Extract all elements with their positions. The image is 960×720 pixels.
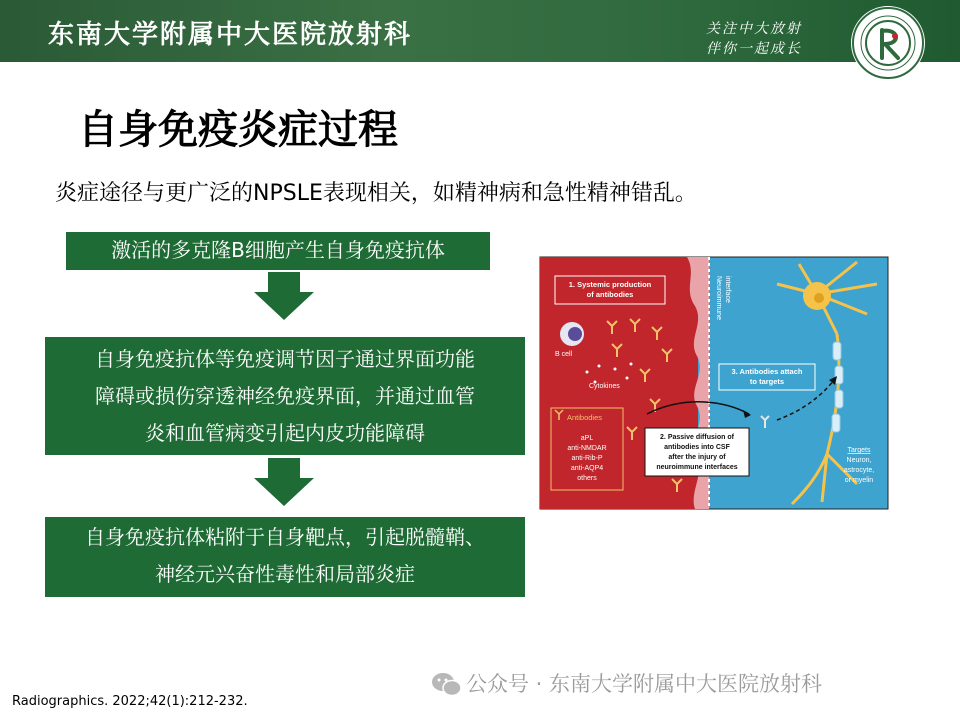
subtitle-text: 炎症途径与更广泛的NPSLE表现相关，如精神病和急性精神错乱。: [55, 181, 697, 206]
antibody-item: anti-Rib-P: [571, 455, 603, 462]
label-2-line-4: neuroimmune interfaces: [656, 464, 738, 471]
down-arrow-icon: [252, 272, 316, 322]
b-cell-label: B cell: [555, 351, 573, 358]
down-arrow-icon: [252, 458, 316, 508]
interface-label-line-2: interface: [724, 276, 731, 303]
department-title: 东南大学附属中大医院放射科: [48, 20, 413, 50]
header-bar: [0, 0, 960, 62]
hospital-logo: [851, 6, 925, 80]
targets-title: Targets: [847, 447, 871, 454]
cytokines-label: Cytokines: [589, 383, 620, 390]
citation: Radiographics. 2022;42(1):212-232.: [12, 694, 248, 709]
label-2-line-3: after the injury of: [668, 454, 726, 461]
label-1-line-1: 1. Systemic production: [568, 280, 652, 289]
flow-step-2: [45, 337, 525, 455]
label-3-line-1: 3. Antibodies attach: [731, 367, 803, 376]
label-3-line-2: to targets: [749, 377, 785, 386]
target-item: or myelin: [844, 477, 874, 484]
antibody-item: aPL: [580, 435, 594, 442]
antibody-item: anti-NMDAR: [567, 445, 607, 452]
target-item: astrocyte,: [843, 467, 875, 474]
neuroimmune-figure: [537, 254, 891, 512]
label-1-line-2: of antibodies: [586, 290, 634, 299]
antibody-item: others: [577, 475, 597, 482]
flow-step-2-line-3: 炎和血管病变引起内皮功能障碍: [145, 421, 425, 445]
flow-step-2-line-1: 自身免疫抗体等免疫调节因子通过界面功能: [95, 347, 475, 371]
antibodies-title: Antibodies: [567, 413, 603, 422]
flow-step-1-text: 激活的多克隆B细胞产生自身免疫抗体: [111, 238, 445, 262]
slogan-line-1: 关注中大放射: [706, 21, 802, 37]
flow-step-3-line-2: 神经元兴奋性毒性和局部炎症: [155, 562, 415, 586]
flow-step-1: [66, 232, 490, 270]
target-item: Neuron,: [846, 457, 872, 464]
flow-step-3-line-1: 自身免疫抗体粘附于自身靶点，引起脱髓鞘、: [85, 525, 485, 549]
label-2-line-2: antibodies into CSF: [664, 444, 730, 451]
page-title: 自身免疫炎症过程: [78, 107, 398, 153]
label-2-line-1: 2. Passive diffusion of: [660, 434, 734, 441]
watermark-text: 公众号 · 东南大学附属中大医院放射科: [466, 672, 823, 696]
flow-step-2-line-2: 障碍或损伤穿透神经免疫界面，并通过血管: [95, 384, 475, 408]
antibody-item: anti-AQP4: [570, 465, 604, 472]
interface-label-line-1: Neuroimmune: [715, 276, 722, 320]
flow-step-3: [45, 517, 525, 597]
slogan-line-2: 伴你一起成长: [706, 41, 802, 57]
wechat-icon: [430, 670, 464, 700]
